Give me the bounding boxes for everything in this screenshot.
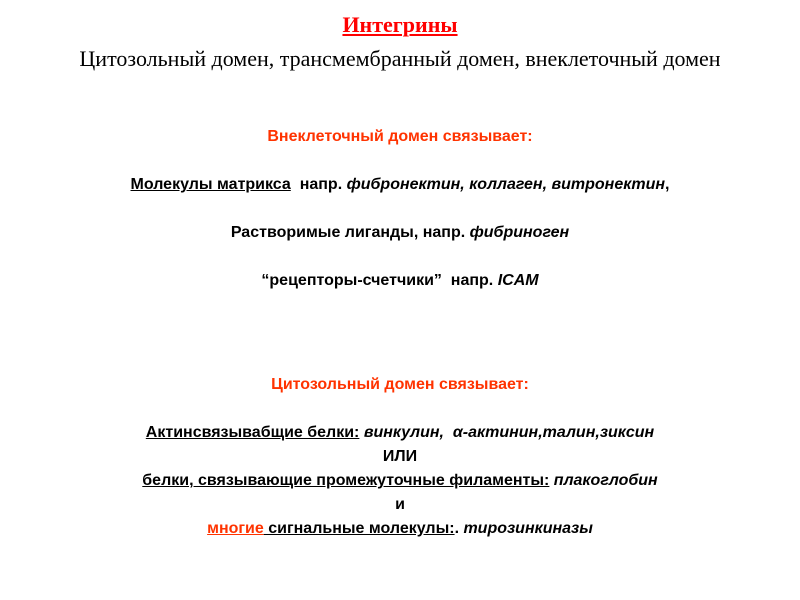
signaling-example: тирозинкиназы	[463, 520, 593, 537]
matrix-examples: фибронектин, коллаген, витронектин	[346, 176, 666, 193]
matrix-suffix: ,	[665, 176, 670, 193]
slide-title: Интегрины	[342, 12, 458, 37]
matrix-molecules-line	[0, 176, 800, 194]
actin-binding-term: Актинсвязывабщие белки:	[145, 424, 360, 441]
cytosolic-heading: Цитозольный домен связывает:	[271, 376, 529, 393]
soluble-ligands-line	[0, 224, 800, 242]
soluble-ligands-example: фибриноген	[469, 224, 570, 241]
matrix-prefix: напр.	[290, 176, 347, 193]
slide-subtitle: Цитозольный домен, трансмембранный домен, внеклеточный домен	[79, 46, 721, 71]
signaling-molecules-term: сигнальные молекулы:	[263, 520, 455, 537]
intermediate-filament-term: белки, связывающие промежуточные филаменты:	[142, 472, 550, 489]
many-term: многие	[207, 520, 264, 537]
signaling-molecules-line	[0, 520, 800, 538]
counter-receptors-prefix: “рецепторы-счетчики” напр.	[261, 272, 498, 289]
counter-receptors-line	[0, 272, 800, 290]
extracellular-heading: Внеклеточный домен связывает:	[267, 128, 533, 145]
soluble-ligands-prefix: Растворимые лиганды, напр.	[230, 224, 470, 241]
or-connector: ИЛИ	[382, 448, 418, 465]
intermediate-filament-example: плакоглобин	[549, 472, 658, 489]
counter-receptors-example: ICAM	[497, 272, 539, 289]
matrix-molecules-term: Молекулы матрикса	[130, 176, 291, 193]
intermediate-filament-line	[0, 472, 800, 490]
and-connector: и	[395, 496, 405, 513]
actin-binding-examples: винкулин, α-актинин,талин,зиксин	[359, 424, 655, 441]
actin-binding-line	[0, 424, 800, 442]
signaling-suffix: .	[454, 520, 464, 537]
